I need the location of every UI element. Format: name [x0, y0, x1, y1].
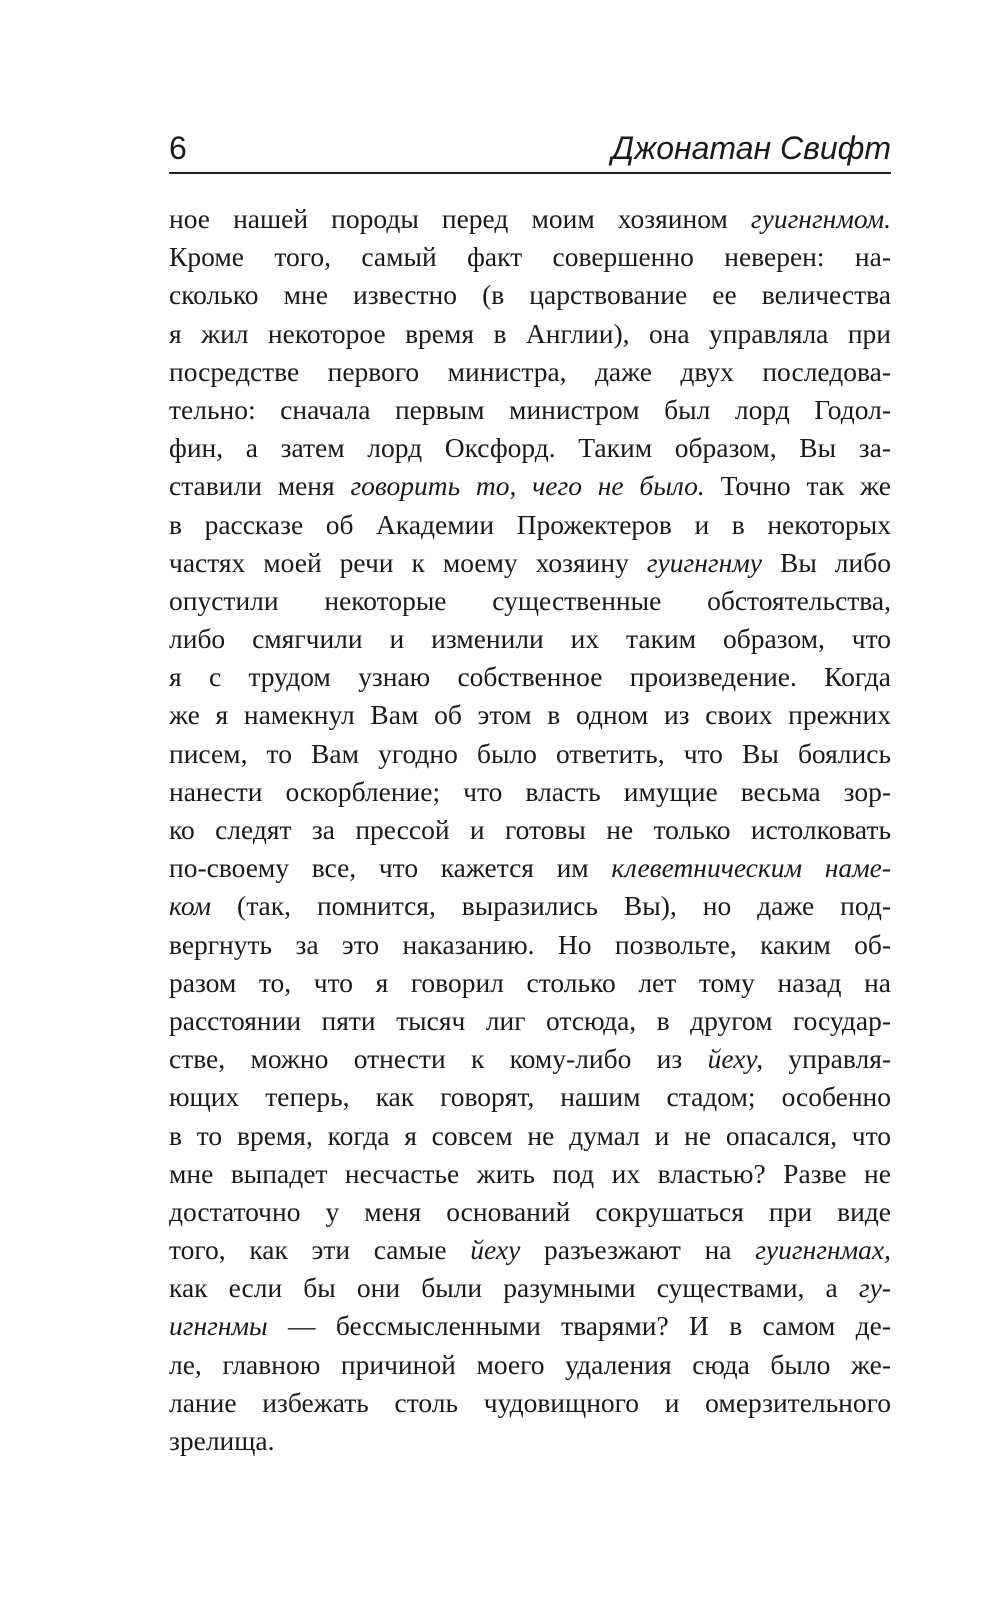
text-line [169, 811, 891, 849]
italic-text-segment: ком [169, 890, 212, 922]
text-line [169, 467, 891, 505]
text-line [169, 1155, 891, 1193]
text-segment: в то время, когда я совсем не думал и не опасался, что [169, 1119, 891, 1151]
text-segment: в рассказе об Академии Прожектеров и в некоторых [169, 508, 891, 540]
text-segment: по-своему все, что кажется им [169, 852, 612, 884]
text-line [169, 1346, 891, 1384]
text-segment: мне выпадет несчастье жить под их властью? Разве не [169, 1157, 891, 1189]
text-line [169, 773, 891, 811]
text-segment: нанести оскорбление; что власть имущие весьма зор- [169, 775, 891, 807]
text-line [169, 506, 891, 544]
text-line [169, 658, 891, 696]
text-segment: же я намекнул Вам об этом в одном из своих прежних [169, 699, 891, 731]
running-head [169, 126, 891, 174]
running-title: Джонатан Свифт [611, 130, 891, 166]
text-segment: Вы либо [762, 546, 891, 578]
text-line [169, 238, 891, 276]
text-line [169, 391, 891, 429]
text-segment: достаточно у меня оснований сокрушаться при виде [169, 1195, 891, 1227]
text-line [169, 544, 891, 582]
text-line [169, 1193, 891, 1231]
text-segment: Точно так же [704, 470, 891, 502]
italic-text-segment: гуигнгнмом. [750, 203, 891, 234]
text-line [169, 276, 891, 314]
text-segment: ющих теперь, как говорят, нашим стадом; особенно [169, 1081, 891, 1113]
text-segment: либо смягчили и изменили их таким образом, что [169, 623, 891, 655]
text-line [169, 315, 891, 353]
text-line [169, 1078, 891, 1116]
text-line [169, 1422, 891, 1460]
text-segment: я с трудом узнаю собственное произведение. Когда [169, 661, 891, 693]
text-segment: фин, а затем лорд Оксфорд. Таким образом, Вы за- [169, 432, 891, 464]
text-segment: вергнуть за это наказанию. Но позвольте, каким об- [169, 928, 891, 960]
text-line [169, 582, 891, 620]
text-segment: тельно: сначала первым министром был лорд Годол- [169, 393, 891, 425]
text-segment: управля- [763, 1043, 892, 1075]
text-segment: ко следят за прессой и готовы не только истолковать [169, 814, 891, 845]
text-line [169, 353, 891, 391]
italic-text-segment: говорить то, чего не было. [350, 470, 705, 502]
text-line [169, 1307, 891, 1345]
text-line [169, 200, 891, 238]
text-segment: ное нашей породы перед моим хозяином [169, 203, 751, 234]
text-segment: Кроме того, самый факт совершенно неверен: на- [169, 241, 891, 273]
text-segment: опустили некоторые существенные обстоятельства, [169, 584, 891, 616]
text-segment: стве, можно отнести к кому-либо из [169, 1043, 708, 1075]
text-segment: того, как эти самые [169, 1234, 471, 1266]
italic-text-segment: йеху [470, 1234, 521, 1266]
body-text [169, 200, 891, 1460]
text-segment: разом то, что я говорил столько лет тому назад на [169, 966, 891, 998]
italic-text-segment: игнгнмы [169, 1310, 268, 1342]
text-line [169, 1384, 891, 1422]
text-segment: посредстве первого министра, даже двух последова- [169, 355, 891, 387]
text-line [169, 1269, 891, 1307]
text-line [169, 1231, 891, 1269]
text-segment: — бессмысленными тварями? И в самом де- [267, 1310, 891, 1342]
text-segment: расстоянии пяти тысяч лиг отсюда, в другом государ- [169, 1004, 891, 1036]
text-line [169, 1002, 891, 1040]
text-segment: ле, главною причиной моего удаления сюда было же- [169, 1348, 891, 1380]
text-segment: ставили меня [169, 470, 351, 502]
text-segment: лание избежать столь чудовищного и омерзительного [169, 1386, 891, 1418]
text-segment: я жил некоторое время в Англии), она управляла при [169, 317, 891, 349]
text-segment: зрелища. [169, 1425, 275, 1456]
italic-text-segment: гуигнгнму [646, 546, 762, 578]
text-segment: частях моей речи к моему хозяину [169, 546, 647, 578]
text-line [169, 926, 891, 964]
italic-text-segment: клеветническим наме- [611, 852, 892, 884]
italic-text-segment: йеху, [707, 1043, 764, 1075]
text-line [169, 735, 891, 773]
text-line [169, 1117, 891, 1155]
text-line [169, 1040, 891, 1078]
text-line [169, 964, 891, 1002]
page-number: 6 [169, 130, 187, 166]
text-segment: разъезжают на [520, 1234, 756, 1266]
text-line [169, 620, 891, 658]
text-line [169, 887, 891, 925]
italic-text-segment: гу- [858, 1272, 891, 1304]
text-line [169, 696, 891, 734]
text-segment: (так, помнится, выразились Вы), но даже под- [211, 890, 891, 922]
text-segment: писем, то Вам угодно было ответить, что Вы боялись [169, 737, 891, 769]
italic-text-segment: гуигнгнмах, [755, 1234, 891, 1266]
text-line [169, 849, 891, 887]
text-segment: как если бы они были разумными существами, а [169, 1272, 859, 1304]
text-line [169, 429, 891, 467]
text-segment: сколько мне известно (в царствование ее величества [169, 279, 891, 311]
